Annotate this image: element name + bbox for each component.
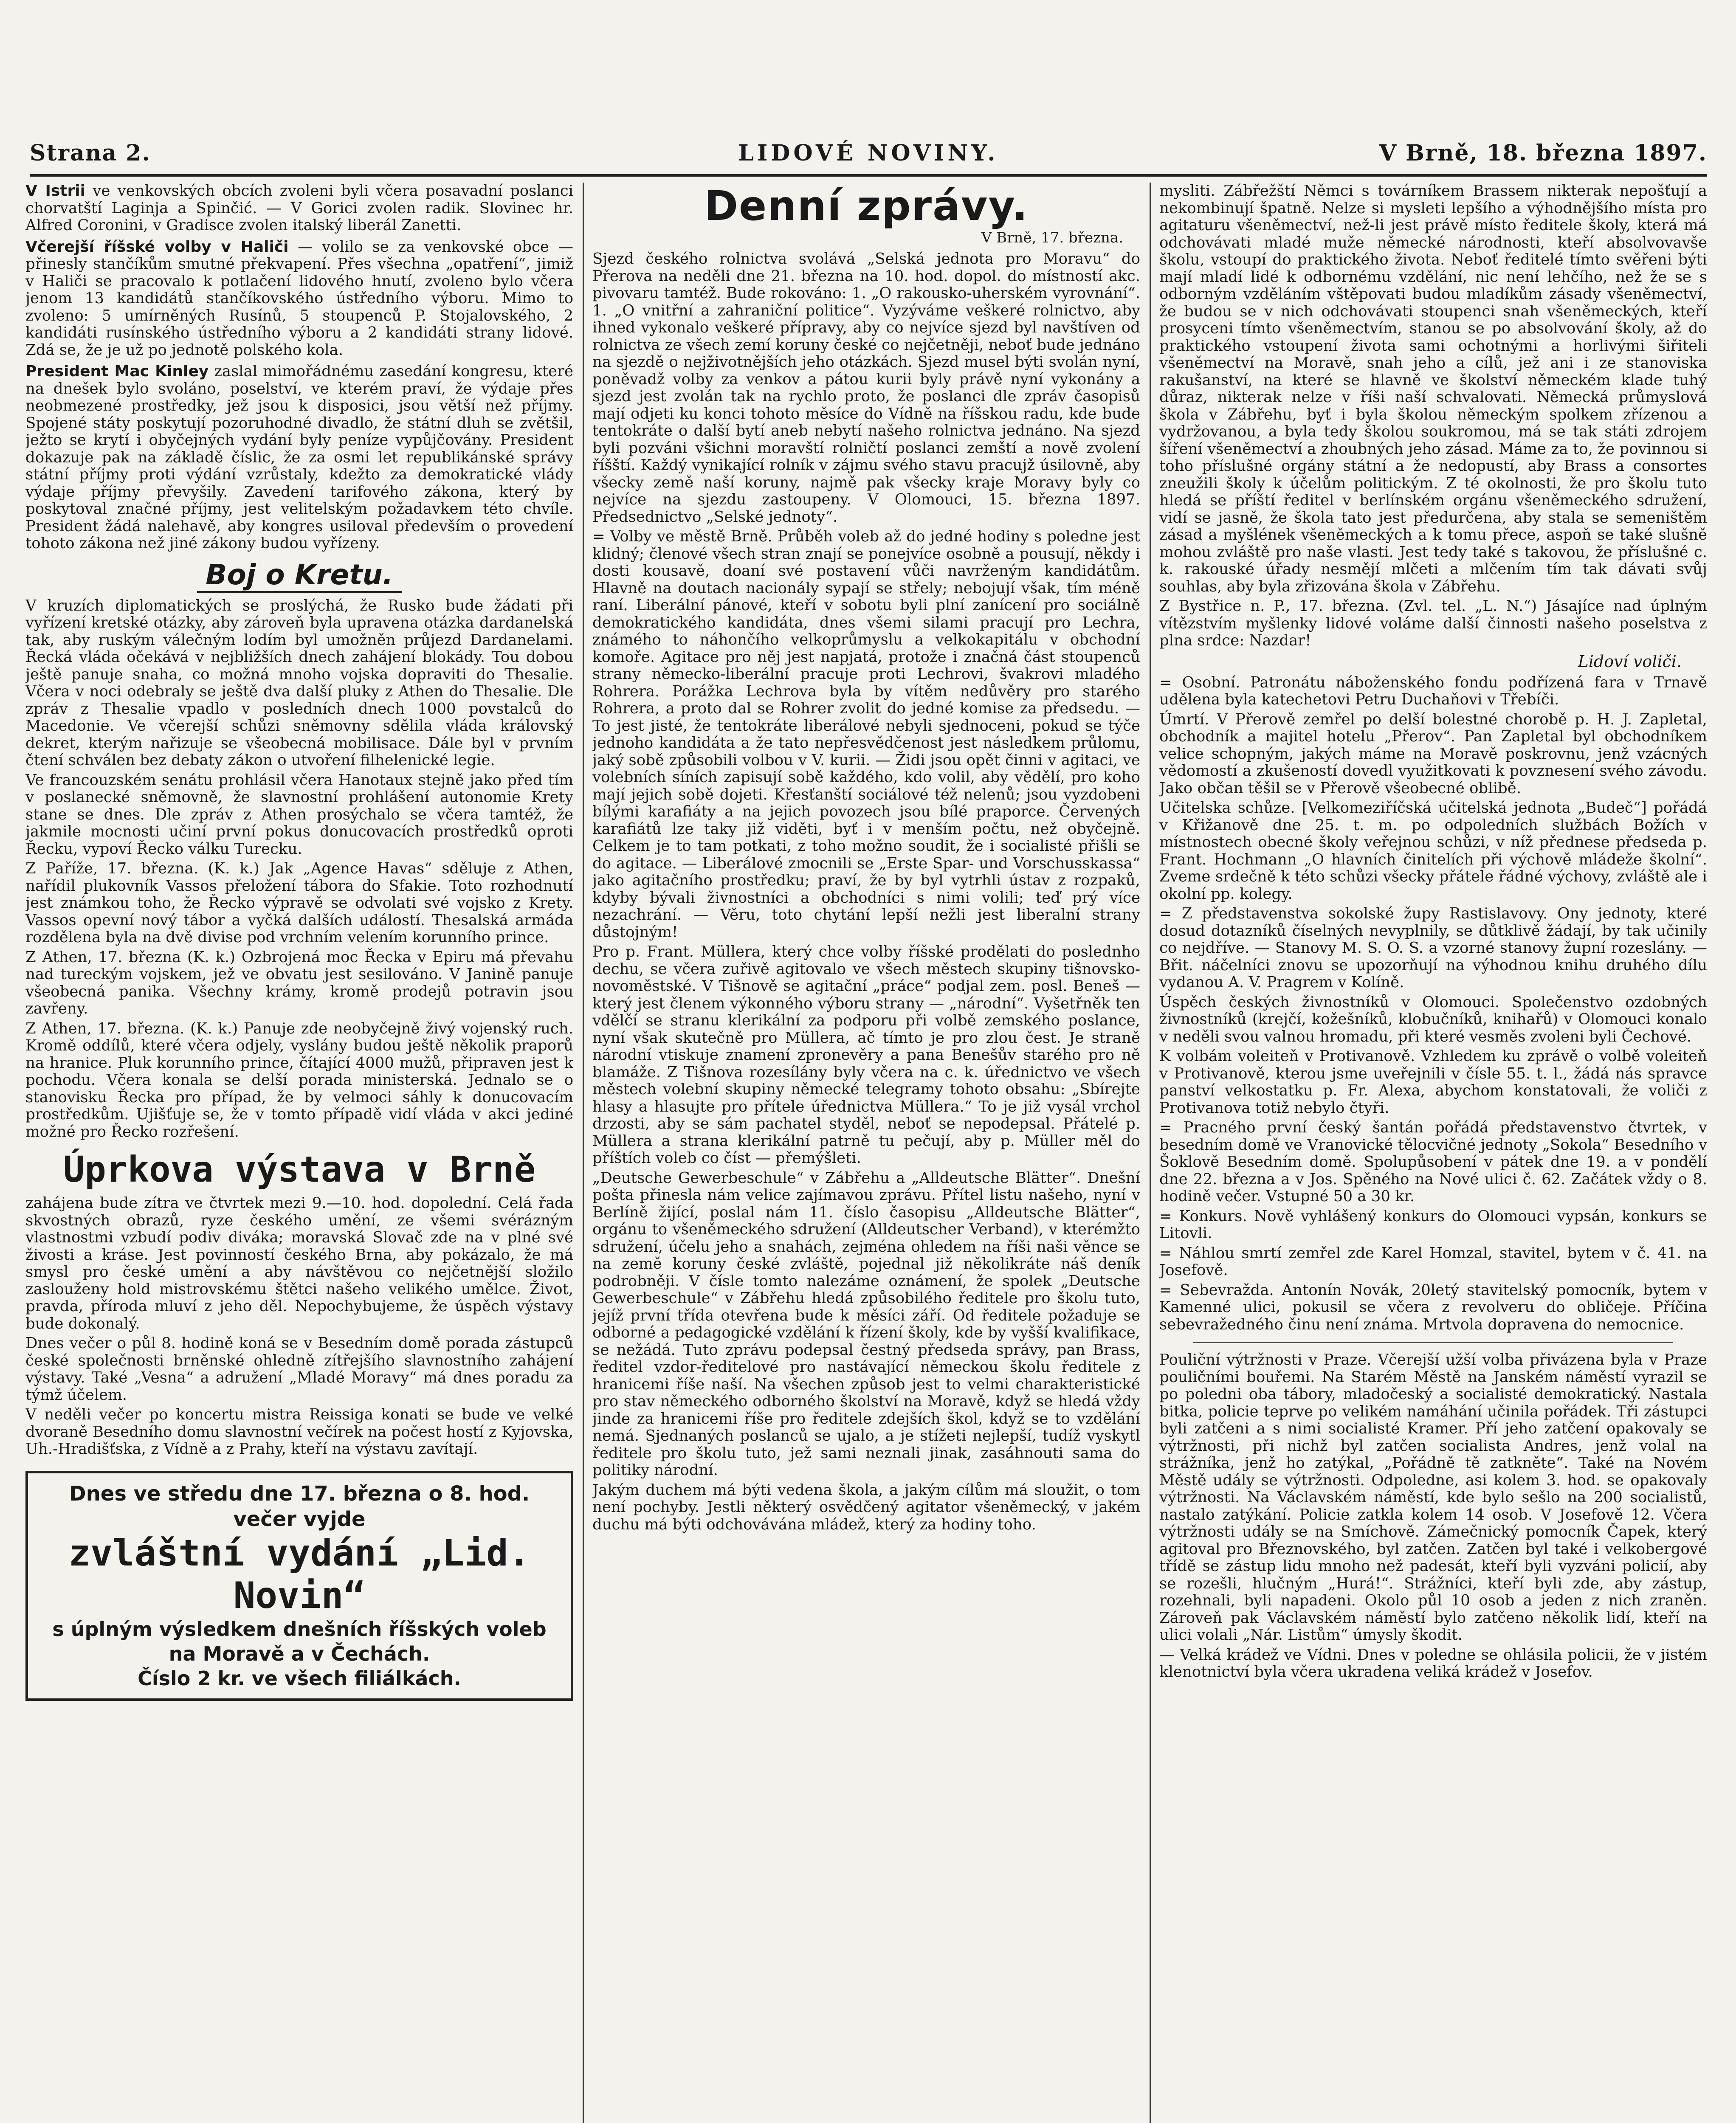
issue-date: V Brně, 18. března 1897. <box>1379 140 1707 166</box>
paragraph: Učitelska schůze. [Velkomeziříčská učitelská jednota „Budeč“] pořádá v Křižanově dne 25. t. m. po odpoledních službách Božích v místnostech obecné školy veřejnou schůzi, v níž přednese předseda p. Frant. Hochmann „O hlavních činitelích při výchově mládeže školní“. Zveme srdečně k této schůzi všecky přátele řádné výchovy, zvláště ale i okolní pp. kolegy. <box>1159 799 1707 903</box>
paragraph: = Volby ve městě Brně. Průběh voleb až do jedné hodiny s poledne jest klidný; členové všech stran znají se ponejvíce osobně a pousují, někdy i dosti kousavě, doaní své postavení vůči navrženým kandidátům. Hlavně na doutach nacionály sypají se střely; nebojují však, tím méně raní. Liberální pánové, kteří v sobotu byli plní zanícení pro sociálně demokratického kandidáta, dnes všemi silami pracují pro Lechra, známého to náhončího velkoprůmyslu a velkokapitálu v obchodní komoře. Agitace pro něj jest napjatá, protože i značná část stoupenců strany německo-liberální pracuje proti Lechrovi, švakrovi mladého Rohrera. Porážka Lechrova byla by vítěm nedůvěry pro starého Rohrera, a proto dal se Rohrer zvolit do jedné komise za předsedu. — To jest jisté, že tentokráte liberálové nebyli sjednoceni, pokud se týče jednoho kandidáta a že tato nepřesvědčenost jest následkem průlomu, jaký sobě způsobili volbou v V. kurii. — Židi jsou opět činni v agitaci, ve volebních síních zapisují sobě každého, kdo volil, aby vědělí, pro koho mají jejich sobě dojeti. Křesťanští sociálové též nelenů; jsou vyzdobeni bílými karafiáty a na jejich povozech jsou bílé praporce. Červených karafiátů lze taky již viděti, byť i v menším počtu, než obyčejně. Celkem je to tam potkati, z toho možno soudit, že i socialisté přišli se do agitace. — Liberálové zmocnili se „Erste Spar- und Vorschusskassa“ jako agitačního prostředku; praví, že by byl vytrhli ústav z rozpaků, kdyby bývali živnostníci a obchodníci s nimi volili; teď prý více nezachrání. — Věru, toto chytání lepší nežli jest liberalní strany důstojným! <box>592 528 1140 941</box>
notice-price: Číslo 2 kr. ve všech filiálkách. <box>138 1667 461 1690</box>
paragraph: Z Bystřice n. P., 17. března. (Zvl. tel. „L. N.“) Jásajíce nad úplným vítězstvím myšlenky lidové voláme další činnosti našeho poselstva z plna srdce: Nazdar! <box>1159 597 1707 649</box>
notice-headline: zvláštní vydání „Lid. Novin“ <box>68 1532 530 1617</box>
paragraph: Z Athen, 17. března (K. k.) Ozbrojená moc Řecka v Epiru má převahu nad tureckým vojskem, jež ve obvatu jest sesilováno. V Janině panuje všeobecná panika. Všechny krámy, kromě prodejů potravin jsou zavřeny. <box>25 948 573 1017</box>
masthead <box>30 140 1707 174</box>
article-upka <box>25 1195 573 1458</box>
column-3 <box>1159 183 1707 2123</box>
article-istrie <box>25 183 573 234</box>
article-body: ve venkovských obcích zvoleni byli včera posavadní poslanci chorvatští Laginja a Spinčić. — V Gorici zvolen radik. Slovinec hr. Alfred Coronini, v Gradisce zvolen italský liberál Zanetti. <box>25 183 573 234</box>
signature: Lidoví voliči. <box>1578 652 1682 671</box>
paragraph: = Pracného první český šantán pořádá představenstvo čtvrtek, v besedním domě ve Vranovické tělocvičné jednoty „Sokola“ Besedního v Šoklově Besedním domě. Spolupůsobení v pátek dne 19. a v pondělí dne 22. března a v Jos. Spěného na Nové ulici č. 62. Začátek vždy o 8. hodině večer. Vstupné 50 a 30 kr. <box>1159 1119 1707 1205</box>
page-label: Strana 2. <box>30 140 151 166</box>
article-body: zaslal mimořádnému zasedání kongresu, které na dnešek bylo svoláno, poselství, ve kterém praví, že výdaje přes neobmezené prostředky, jež jsou k disposici, jsou větší než příjmy. Spojené státy poskytují pozoruhodné divadlo, že státní dluh se zvětšil, ježto se krytí i obyčejných vydání byly peníze vypůjčovány. President dokazuje pak na základě číslic, že za osmi let republikánské správy státní příjmy proti výdání vzrůstaly, kdežto za demokratické vlády výdaje příjmy převyšily. Zavedení tarifového zákona, který by poskytoval značné příjmy, jest velitelským požadavkem této chvíle. President žádá nalehavě, aby kongres usiloval především o provedení tohoto zákona než jiné zákony budou vyřízeny. <box>25 363 573 552</box>
paragraph: = Náhlou smrtí zemřel zde Karel Homzal, stavitel, bytem v č. 41. na Josefově. <box>1159 1244 1707 1279</box>
paragraph: Úspěch českých živnostníků v Olomouci. Společenstvo ozdobných živnostníků (krejčí, kožešníků, klobučníků, knihařů) v Olomouci konalo v neděli svou valnou hromadu, při které vesměs zvoleni byli Čechové. <box>1159 993 1707 1045</box>
paragraph: mysliti. Zábřežští Němci s továrníkem Brassem nikterak nepošťují a nekombinují špatně. Nelze si mysleti lepšího a výhodnějšího místa pro agitaturu všeněmectví, než-li jest právě místo ředitele školy, která má odchovávati mladé muže německé národnosti, kteří absolvovavše školu, vstoupí do praktického života. Neboť ředitelé tímto svěřeni býti mají mladí lidé k odbornému vzdělání, nic není lehčího, než že se s odborným vzděláním vštěpovati budou mladíkům zásady všeněmectví, že budou se v nich odchovávati stoupenci snah všeněmeckých, kteří prosyceni tímto všeněmectvím, stanou se po absolvování školy, až do praktického vstoupení života sami ochotnými a horlivými šiřiteli všeněmectví na Moravě, snah jeho a cílů, jež ani i ze stanoviska rakušanství, na které se hlavně ve školství německém klade tuhý důraz, nikterak nelze v říši naší schvalovati. Německá průmyslová škola v Zábřehu, byť i byla školou německým spolkem zřízenou a vydržovanou, a byla tedy školou soukromou, má se tak státi zdrojem šíření všeněmectví a zhoubných jeho zásad. Máme za to, že povinnou si toho příslušné orgány státní a že nedopustí, aby Brass a consortes zneužili školy k účelům politickým. Z té okolnosti, že pro školu tuto hledá se příští ředitel v berlínském orgánu všeněmeckého sdružení, vidí se jasně, že škola tato jest předurčena, aby stala se semeništěm zásad a myšlének všeněmeckých a k tomu přece, aspoň se také slušně mohou zvláště pro naše vlasti. Jest tedy také s takovou, že příslušné c. k. rakouské úřady nesmějí mlčeti a mlčením tím tak dávati svůj souhlas, aby byla zřizována škola v Zábřehu. <box>1159 183 1707 595</box>
paragraph: Pouliční výtržnosti v Praze. Včerejší užší volba přivázena byla v Praze pouličními bouřemi. Na Starém Městě na Janském náměstí vyrazil se po poledni oba tábory, mladočeský a socialisté demokratický. Nastala bitka, policie teprve po velikém namáhání učinila pořádek. Tři zástupci byli zatčeni a s nimi socialisté Kramer. Pří jeho zatčení opakovaly se výtržnosti, při nichž byl zatčen socialista Andres, jenž volal na strážníka, jenž ho zatýkal, „Pořádně tě zatkněte“. Také na Novém Městě udály se výtržnosti. Odpoledne, asi kolem 3. hod. se opakovaly výtržnosti. Na Václavském náměstí, kde bylo sešlo na 200 socialistů, nastalo zatýkání. Policie zatkla kolem 14 osob. V Josefově 12. Včera výtržnosti udály se na Smíchově. Zámečnický pomocník Čapek, který agitoval pro Březnovského, byl zatčen. Zatčen byl také i velkobergové třídě se zástup lidu mnoho než padesát, kteří byli vyzváni policií, aby se rozešli, hlučným „Hurá!“. Strážníci, kteří byli zde, aby zástup, rozehnali, byli napadeni. Okolo půl 10 osob a jeden z nich zraněn. Zároveň pak Václavském náměstí bylo zatčeno několik lidí, kteří na ulici volali „Nár. Listům“ úmysly škodit. <box>1159 1351 1707 1644</box>
paragraph: = Osobní. Patronátu náboženského fondu podřízená fara v Trnavě udělena byla katechetovi Petru Duchaňovi v Třebíči. <box>1159 673 1707 708</box>
dateline: V Brně, 17. března. <box>981 229 1123 246</box>
paragraph: zahájena bude zítra ve čtvrtek mezi 9.—10. hod. dopolední. Celá řada skvostných obrazů, ryze českého umění, ze všemi svérázným vlastnostmi vzbudí podiv diváka; moravská Slovač zde na v plné své živosti a kráse. Jest povinností českého Brna, aby pokázalo, že má smysl pro české umění a aby návštěvou co nejčetnější složilo zaslouženy hold mistrovskému štětci našeho velikého umělce. Život, pravda, příroda mluví z jeho děl. Nepochybujeme, že úspěch výstavy bude dokonalý. <box>25 1194 573 1332</box>
article-divider <box>1193 1342 1673 1343</box>
header-rule <box>30 174 1707 177</box>
paragraph: Z Athen, 17. března. (K. k.) Panuje zde neobyčejně živý vojenský ruch. Kromě oddílů, které včera odjely, vyslány budou ještě několik praporů na hranice. Pluk korunního prince, čítající 4000 mužů, připraven jest k pochodu. Včera konala se delší porada ministerská. Jednalo se o stanovisku Řecka pro případ, že by velmoci sáhly k donucovacím prostředkům. Ujišťuje se, že v tomto případě vidí vláda v akci jediné možné pro Řecko rozřešení. <box>25 1019 573 1140</box>
paragraph: Pro p. Frant. Müllera, který chce volby říšské prodělati do poslednho dechu, se včera zuřivě agitovalo ve všech městech skupiny tišnovsko-novoměstské. V Tišnově se agitační „práce“ podjal zem. posl. Beneš — který jest členem výkonného výboru strany — „národní“. Vyšetřněk ten vdělčí se stranu klerikální za podporu při volbě zemského poslance, nyní však skutečně pro Müllera, ač tímto je pro zlou čest. Je straně národní vtiskuje znamení zpronevěry a pana Benešův starého pro ně blamáže. Z Tišnova rozesílány byly včera na c. k. úřednictvo ve všech městech volební skupiny německé telegramy tohoto obsahu: „Sbírejte hlasy a hlasujte pro přítele úřednictva Müllera.“ To je již vysál vrchol drzosti, aby se sám pachatel styděl, neboť se nepodepsal. Přátelé p. Müllera a strana klerikální patrně tu pečují, aby p. Müller měl do příštích voleb co číst — přemýšleti. <box>592 943 1140 1167</box>
article-krete <box>25 597 573 1141</box>
section-title-krete: Boj o Kretu. <box>25 558 573 591</box>
column-divider <box>1150 183 1151 2123</box>
article-denni <box>592 251 1140 1533</box>
paragraph: V neděli večer po koncertu mistra Reissiga konati se bude ve velké dvoraně Besedního domu slavnostní večírek na počest hostí z Kyjovska, Uh.-Hradišťska, z Vídně a z Prahy, kteří na výstavu zavítají. <box>25 1406 573 1458</box>
paragraph: Z Paříže, 17. března. (K. k.) Jak „Agence Havas“ sděluje z Athen, nařídil plukovník Vassos přeložení tábora do Sfakie. Toto rozhodnutí jest známkou toho, že Řecko výpravě se odvolati své vojsko z Krety. Vassos opevní nový tábor a vyčká dalších událostí. Thesalská armáda rozdělena byla na dvě divise pod vrchním velením korunního prince. <box>25 860 573 946</box>
paragraph: V kruzích diplomatických se proslýchá, že Rusko bude žádati při vyřízení kretské otázky, aby zároveň byla upravena otázka dardanelská tak, aby ruským válečným lodím byl umožněn průjezd Dardanelami. Řecká vláda očekává v nejbližších dnech zahájení blokády. Tou dobou ještě panuje snaha, co možná mnoho vojska dopraviti do Thesalie. Včera v noci odebraly se ještě dva další pluky z Athen do Thesalie. Dle zpráv z Thesalie vpadlo v posledních dnech 1000 povstalců do Macedonie. Ve včerejší schůzi sněmovny sdělila vláda královský dekret, kterým nařizuje se všeobecná mobilisace. Dále byl v prvním čtení schválen bez debaty zákon o utvoření filhelenické legie. <box>25 597 573 769</box>
article-col3 <box>1159 183 1707 1681</box>
paragraph: — Velká krádež ve Vídni. Dnes v poledne se ohlásila policii, že v jistém klenotnictví byla včera ukradena veliká krádež v Josefov. <box>1159 1646 1707 1681</box>
column-1 <box>25 183 573 2123</box>
paragraph: Úmrtí. V Přerově zemřel po delší bolestné chorobě p. H. J. Zapletal, obchodník a majitel hotelu „Přerov“. Pan Zapletal byl obchodníkem velice schopným, jakých máme na Moravě poskrovnu, jenž vzácných vědomostí a zkušeností dovedl využitkovati k povznesení svého závodu. Jako občan těšil se v Přerově všeobecné oblibě. <box>1159 710 1707 797</box>
article-mckinley <box>25 363 573 552</box>
article-body: — volilo se za venkovské obce — přinesly stančíkům smutné překvapení. Přes všechna „opatření“, jimiž v Haliči se pracovalo k potlačení lidového hnutí, zvoleno bylo včera jenom 13 kandidátů stančíkovského ústředního výboru. Mimo to zvoleno: 5 umírněných Rusínů, 5 stoupenců P. Stojalovského, 2 kandidáti rusínského ústředního výboru a 2 kandidáti strany lidové. Zdá se, že je už po jednotě polského kola. <box>25 238 573 359</box>
special-edition-notice <box>25 1471 573 1701</box>
notice-line: Dnes ve středu dne 17. března o 8. hod. večer vyjde <box>69 1481 530 1531</box>
column-2 <box>592 183 1140 2123</box>
paragraph: Jakým duchem má býti vedena škola, a jakým cílům má sloužit, o tom není pochyby. Jestli některý osvědčený agitator všeněmecký, v jakém duchu má býti odchovávána mládež, který za hodiny toho. <box>592 1481 1140 1533</box>
paragraph: = Sebevražda. Antonín Novák, 20letý stavitelský pomocník, bytem v Kamenné ulici, pokusil se včera z revolveru do obličeje. Příčina sebevražedného činu není známa. Mrtvola dopravena do nemocnice. <box>1159 1281 1707 1333</box>
article-halic <box>25 239 573 359</box>
paragraph: Dnes večer o půl 8. hodině koná se v Besedním domě porada zástupců české společnosti brněnské ohledně zítřejšího slavnostního zahájení výstavy. Také „Vesna“ a adružení „Mladé Moravy“ má dnes poradu za týmž účelem. <box>25 1335 573 1404</box>
article-head: Včerejší říšské volby v Haliči <box>25 238 289 256</box>
newspaper-title: LIDOVÉ NOVINY. <box>738 140 999 166</box>
paragraph: K volbám voleiteň v Protivanově. Vzhledem ku zprávě o volbě voleiteň v Protivanově, kterou jsme uveřejnili v čísle 55. t. l., žádá nás spravce panství velkostatku p. Fr. Alexa, abychom konstatovali, že voliči z Protivanova totiž nebylo čtyři. <box>1159 1047 1707 1117</box>
section-title-upka: Úprkova výstava v Brně <box>63 1149 536 1190</box>
paragraph: = Konkurs. Nově vyhlášený konkurs do Olomouci vypsán, konkurs se Litovli. <box>1159 1207 1707 1242</box>
article-head: V Istrii <box>25 183 85 200</box>
article-head: President Mac Kinley <box>25 363 209 380</box>
paragraph: „Deutsche Gewerbeschule“ v Zábřehu a „Alldeutsche Blätter“. Dnešní pošta přinesla nám velice zajímavou zprávu. Přítel listu našeho, nyní v Berlíně žijící, poslal nám 11. číslo časopisu „Alldeutsche Blätter“, orgánu to všeněmeckého sdružení (Alldeutscher Verband), v kterémžto sdružení, účelu jeho a snahách, zejména ohledem na říši naši věnce se na země koruny české zvláště, pojednal již několikráte náš deník podrobněji. V čísle tomto nalezáme oznámení, že spolek „Deutsche Gewerbeschule“ v Zábřehu hledá způsobilého ředitele pro školu tuto, jejíž první třída otevřena bude k měsíci září. Od ředitele požaduje se odborné a pedagogické vzdělání k řízení školy, kde by vyšší kvalifikace, se nežádá. Tuto zprávu podepsal čestný předseda správy, pan Brass, ředitel vzdor-ředitelové pro nastávající německou školu ředitele z hranicemi říše naší. Na všechen způsob jest to velmi charakteristické pro stav německého odborného školství na Moravě, když se hledá vždy jinde za hranicemi říše pro ředitele zdejších škol, když se to vzdělání nemá. Sjednaných poslanců se ujalo, a je stížeti nejlepší, tudíž vyskytl ředitele pro školu tuto, jež sami neznali jinak, zasáhnouti sama do politiky národní. <box>592 1169 1140 1479</box>
paragraph: Ve francouzském senátu prohlásil včera Hanotaux stejně jako před tím v poslanecké sněmovně, že slavnostní prohlášení autonomie Krety stane se dnes. Dle zpráv z Athen prosýchalo se včera tamtéž, že jakmile mocnosti učiní první pokus donucovacích prostředků oproti Řecku, vypoví Řecko válku Turecku. <box>25 771 573 858</box>
section-title-denni: Denní zprávy. <box>704 183 1029 230</box>
notice-line: s úplným výsledkem dnešních říšských voleb na Moravě a v Čechách. <box>52 1617 547 1665</box>
paragraph: Sjezd českého rolnictva svolává „Selská jednota pro Moravu“ do Přerova na neděli dne 21. března na 10. hod. dopol. do místností akc. pivovaru tamtéž. Bude rokováno: 1. „O rakousko-uherském vyrovnání“. 1. „O vnitřní a zahraniční politice“. Vyzýváme veškeré rolnictvo, aby ihned vykonalo veškeré přípravy, aby co nejvíce sjezd byl navštíven od rolnictva ze všech zemí koruny české co nejčetněji, neboť bude jednáno na sjezdě o nejživotnějších jeho otázkách. Sjezd musel býti svolán nyní, poněvadž volby za venkov a pátou kurii byly právě nyní vykonány a sjezd jest zvolán tak na rychlo proto, že poslanci dle zpráv časopisů mají odjeti ku konci tohoto měsíce do Vídně na říšskou radu, kde bude tentokráte o další bytí aneb nebytí našeho rolnictva jednáno. Na sjezd byli pozváni všichni moravští rolničtí poslanci zemští a nově zvolení říšští. Každý vynikající rolník v zájmu svého stavu pracujž úsilovně, aby všecky země naší koruny, najmě pak všecky kraje Moravy byly co nejvíce na sjezdu zastoupeny. V Olomouci, 15. března 1897. Předsednictvo „Selské jednoty“. <box>592 250 1140 526</box>
column-divider <box>583 183 584 2123</box>
paragraph: = Z představenstva sokolské župy Rastislavovy. Ony jednoty, které dosud dotazníků číselných nevyplnily, se důtklivě žádají, by tak učinily co nejdříve. — Stanovy M. S. O. S. a vzorné stanovy župní rozeslány. — Břit. náčelníci znovu se upozorňují na výhodnou knihu druhého dílu vydanou A. V. Pragrem v Kolíně. <box>1159 905 1707 991</box>
